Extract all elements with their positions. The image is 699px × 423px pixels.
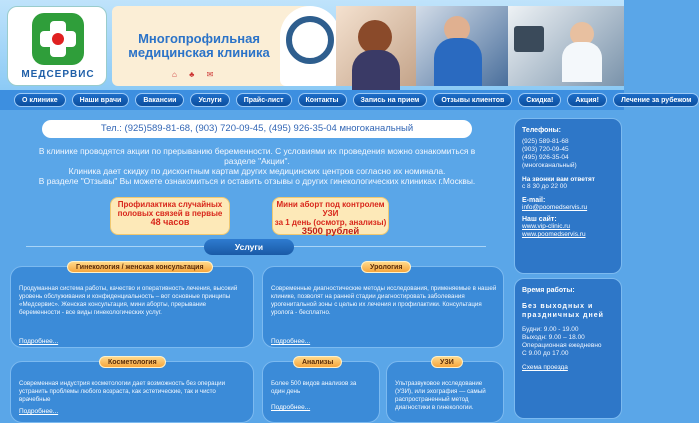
main-nav [0, 90, 692, 110]
intro-line4: В разделе "Отзывы" Вы можете ознакомиться и оставить отзывы о других гинекологических клиниках г.Москвы. [38, 176, 476, 186]
site-link-1[interactable]: www.vip-clinic.ru [522, 223, 571, 230]
home-icon[interactable]: ⌂ [172, 70, 177, 79]
promo-prophylaxis[interactable] [110, 197, 230, 235]
header-mini-icons [172, 70, 213, 79]
nav-appointment[interactable]: Запись на прием [353, 93, 428, 107]
site-link-2[interactable]: www.poomedservis.ru [522, 231, 586, 238]
email-link[interactable]: info@poomedservis.ru [522, 204, 588, 211]
photo-ultrasound [508, 6, 624, 86]
promo1-accent: 48 часов [150, 217, 190, 227]
card-cosmetology-text: Современная индустрия косметологии дает возможность без операции устранить проблемы любого возраста, как эстетические, так и чисто врачебные [19, 380, 226, 403]
sitemap-icon[interactable]: ♣ [189, 70, 195, 79]
phone-bar: Тел.: (925)589-81-68, (903) 720-09-45, (495) 926-35-04 многоканальный [42, 120, 472, 138]
card-cosmetology-more[interactable]: Подробнее... [19, 408, 59, 415]
promo1-title: Профилактика случайных [117, 200, 223, 209]
call-time: с 8 30 до 22 00 [522, 183, 567, 190]
card-analyses-title[interactable]: Анализы [293, 356, 342, 368]
logo-text: МЕДСЕРВИС [21, 69, 95, 80]
photo-doctor [416, 6, 508, 86]
nav-doctors[interactable]: Наши врачи [72, 93, 130, 107]
emblem [280, 6, 340, 86]
card-urology-text: Современные диагностические методы исследования, применяемые в нашей клинике, позволят на ранней стадии диагностировать заболевания урогенитальной зоны с целью их лечения и профилактики. Консультация уролога - бесплатно. [271, 285, 497, 316]
contacts-box [514, 118, 622, 274]
intro-line2: разделе "Акции". [224, 156, 290, 166]
card-gynecology [10, 266, 254, 348]
intro-line1: В клинике проводятся акции по прерыванию беременности. С условиями их проведения можно ознакомиться в [38, 146, 476, 156]
card-analyses [262, 361, 380, 423]
map-link[interactable]: Схема проезда [522, 364, 568, 371]
email-heading: E-mail: [522, 197, 546, 204]
intro-line3: Клиника дает скидку по дисконтным картам других медицинских центров согласно их номинала. [68, 166, 446, 176]
site-heading: Наш сайт: [522, 216, 557, 223]
slogan-line2: медицинская клиника [128, 45, 270, 60]
phone-4: (многоканальный) [522, 162, 577, 169]
phone-1: (925) 589-81-68 [522, 138, 569, 145]
services-header: Услуги [204, 239, 294, 255]
call-heading: На звонки вам ответят [522, 176, 595, 183]
card-ultrasound [386, 361, 504, 423]
nav-reviews[interactable]: Отзывы клиентов [433, 93, 512, 107]
intro-text [6, 146, 508, 186]
header [0, 0, 624, 90]
card-ultrasound-title[interactable]: УЗИ [431, 356, 463, 368]
hours-note: Без выходных и праздничных дней [522, 303, 604, 319]
hours-box [514, 278, 622, 419]
hours-surgery: Операционная ежедневно [522, 342, 602, 349]
hours-weekdays: Будни: 9.00 - 19.00 [522, 326, 579, 333]
promo2-sub: за 1 день (осмотр, анализы) [274, 218, 387, 227]
phone-2: (903) 720-09-45 [522, 146, 569, 153]
mail-icon[interactable]: ✉ [206, 70, 214, 79]
card-cosmetology-title[interactable]: Косметология [99, 356, 166, 368]
logo-dot-icon [52, 33, 64, 45]
card-cosmetology [10, 361, 254, 423]
slogan-line1: Многопрофильная [138, 31, 260, 46]
nav-discount[interactable]: Скидка! [518, 93, 561, 107]
nav-about[interactable]: О клинике [14, 93, 66, 107]
nav-vacancies[interactable]: Вакансии [135, 93, 184, 107]
nav-promo[interactable]: Акция! [567, 93, 607, 107]
nav-services[interactable]: Услуги [190, 93, 229, 107]
card-analyses-more[interactable]: Подробнее... [271, 404, 311, 411]
nav-abroad[interactable]: Лечение за рубежом [613, 93, 699, 107]
nav-contacts[interactable]: Контакты [298, 93, 347, 107]
promo2-accent: 3500 рублей [301, 226, 360, 237]
promo-mini-abortion[interactable] [272, 197, 389, 235]
promo2-title: Мини аборт под контролем УЗИ [276, 200, 385, 218]
card-urology-more[interactable]: Подробнее... [271, 338, 311, 345]
main-content [6, 114, 508, 419]
slogan [124, 32, 274, 60]
card-urology-title[interactable]: Урология [361, 261, 411, 273]
card-gynecology-title[interactable]: Гинекология / женская консультация [67, 261, 213, 273]
right-sidebar [514, 118, 622, 419]
phone-3: (495) 926-35-04 [522, 154, 569, 161]
emblem-icon [286, 16, 334, 64]
card-ultrasound-text: Ультразвуковое исследование (УЗИ), или эхография — самый распространенный метод диагностики в гинекологии. [395, 380, 486, 411]
phones-heading: Телефоны: [522, 127, 561, 134]
nav-prices[interactable]: Прайс-лист [236, 93, 292, 107]
promo1-sub: половых связей в первые [117, 209, 223, 218]
hours-weekend: Выходн: 9.00 – 18.00 [522, 334, 585, 341]
card-analyses-text: Более 500 видов анализов за один день [271, 380, 357, 395]
logo[interactable] [7, 6, 107, 86]
hours-surgery-time: С 9.00 до 17.00 [522, 350, 569, 357]
hours-heading: Время работы: [522, 287, 575, 294]
card-gynecology-more[interactable]: Подробнее... [19, 338, 59, 345]
photo-receptionist [336, 6, 416, 86]
card-gynecology-text: Продуманная система работы, качество и оперативность лечения, высокий уровень обслуживания и конфиденциальность – вот основные принципы «Медсервис». Женская консультация, мини аборты, прерывание беременности - все виды гинекологических услуг. [19, 285, 238, 316]
card-urology [262, 266, 504, 348]
